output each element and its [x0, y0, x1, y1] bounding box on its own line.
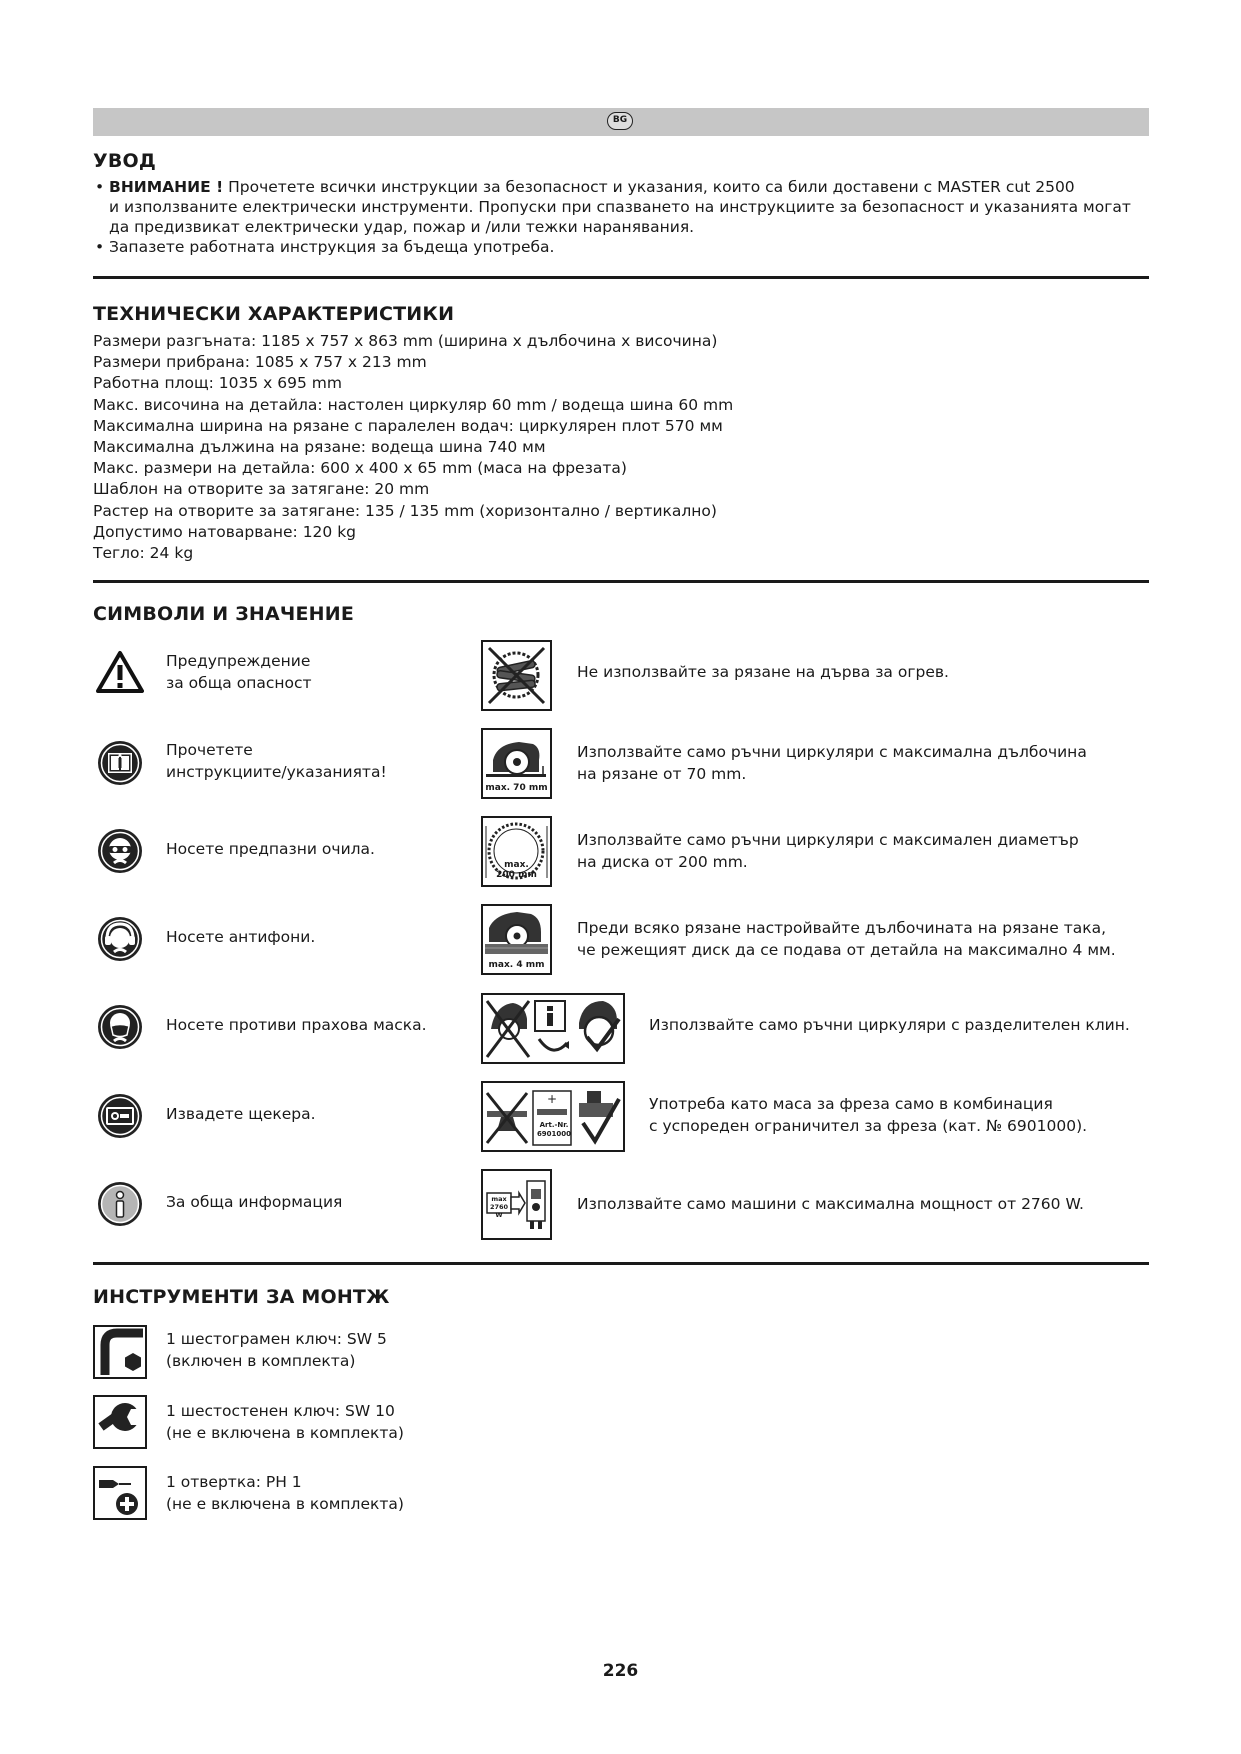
- safety-goggles-icon: [96, 827, 144, 875]
- section-divider: [93, 1262, 1149, 1265]
- warning-text: Прочетете всички инструкции за безопасност и указания, които са били доставени с MASTER cut 2500: [223, 178, 1075, 196]
- warning-text-cont: да предизвикат електрически удар, пожар и /или тежки наранявания.: [109, 218, 695, 236]
- symbol-text: Не използвайте за рязане на дърва за огрев.: [577, 663, 949, 681]
- max-power-icon: [481, 1169, 552, 1240]
- spec-line: Тегло: 24 kg: [93, 544, 194, 563]
- spec-line: Максимална дължина на рязане: водеща шина 740 мм: [93, 438, 546, 457]
- spec-line: Размери прибрана: 1085 x 757 x 213 mm: [93, 353, 427, 372]
- wrench-icon: [93, 1395, 147, 1449]
- warning-text-cont: и използваните електрически инструменти. Пропуски при спазването на инструкциите за безопасност и указанията могат: [109, 198, 1131, 216]
- symbol-text: Носете противи прахова маска.: [166, 1016, 427, 1034]
- symbol-text: Предупреждение за обща опасност: [166, 652, 312, 692]
- symbol-text: Използвайте само машини с максимална мощност от 2760 W.: [577, 1195, 1084, 1213]
- symbol-text: Използвайте само ръчни циркуляри с максимална дълбочина на рязане от 70 mm.: [577, 743, 1087, 783]
- badge: max 2760 W: [489, 1195, 509, 1219]
- read-manual-icon: [96, 739, 144, 787]
- hex-key-icon: [93, 1325, 147, 1379]
- bullet-text: Запазете работната инструкция за бъдеща употреба.: [109, 238, 555, 256]
- symbol-text: Използвайте само ръчни циркуляри с максимален диаметър на диска от 200 mm.: [577, 831, 1079, 871]
- intro-section: [93, 177, 1149, 257]
- symbol-text: Прочетете инструкциите/указанията!: [166, 741, 387, 781]
- section-divider: [93, 580, 1149, 583]
- spec-line: Допустимо натоварване: 120 kg: [93, 522, 357, 541]
- info-icon: [96, 1180, 144, 1228]
- riving-knife-icon: [481, 993, 625, 1064]
- symbol-text: Носете предпазни очила.: [166, 840, 375, 858]
- tools-title: ИНСТРУМЕНТИ ЗА МОНТЖ: [93, 1286, 390, 1308]
- tool-text: 1 шестограмен ключ: SW 5 (включен в комплекта): [166, 1330, 387, 1370]
- warning-label: ВНИМАНИЕ !: [109, 178, 224, 196]
- badge: Art.-Nr. 6901000: [536, 1121, 572, 1138]
- svg-text:+: +: [546, 1092, 558, 1106]
- blade-protrusion-icon: [481, 904, 552, 975]
- symbol-text: Носете антифони.: [166, 928, 316, 946]
- symbol-text: Употреба като маса за фреза само в комбинация с успореден ограничител за фреза (кат. № 6901000).: [649, 1095, 1088, 1135]
- symbols-title: СИМВОЛИ И ЗНАЧЕНИЕ: [93, 603, 355, 625]
- spec-line: Шаблон на отворите за затягане: 20 mm: [93, 480, 430, 499]
- tool-text: 1 шестостенен ключ: SW 10 (не е включена в комплекта): [166, 1402, 404, 1442]
- tool-text: 1 отвертка: PH 1 (не е включена в комплекта): [166, 1473, 404, 1513]
- no-firewood-icon: [481, 640, 552, 711]
- router-table-icon: [481, 1081, 625, 1152]
- list-item: • Запазете работната инструкция за бъдеща употреба.: [95, 238, 555, 256]
- specs-title: ТЕХНИЧЕСКИ ХАРАКТЕРИСТИКИ: [93, 303, 455, 325]
- max-cut-depth-icon: [481, 728, 552, 799]
- language-badge: BG: [607, 112, 633, 130]
- badge: max. 200 mm: [496, 860, 537, 880]
- spec-line: Растер на отворите за затягане: 135 / 135 mm (хоризонтално / вертикално): [93, 501, 717, 520]
- warning-triangle-icon: [96, 650, 144, 694]
- screwdriver-icon: [93, 1466, 147, 1520]
- section-divider: [93, 276, 1149, 279]
- intro-title: УВОД: [93, 150, 157, 172]
- symbol-text: Извадете щекера.: [166, 1105, 316, 1123]
- ear-protection-icon: [96, 915, 144, 963]
- spec-line: Максимална ширина на рязане с паралелен водач: циркулярен плот 570 мм: [93, 416, 723, 435]
- page-number: 226: [602, 1661, 639, 1681]
- dust-mask-icon: [96, 1003, 144, 1051]
- spec-line: Макс. височина на детайла: настолен циркуляр 60 mm / водеща шина 60 mm: [93, 395, 734, 414]
- header-bar: [93, 108, 1149, 136]
- symbol-text: Използвайте само ръчни циркуляри с разделителен клин.: [649, 1016, 1130, 1034]
- unplug-icon: [96, 1092, 144, 1140]
- specs-list: [93, 331, 733, 564]
- spec-line: Размери разгъната: 1185 x 757 x 863 mm (ширина x дълбочина x височина): [93, 332, 718, 350]
- symbol-text: Преди всяко рязане настройвайте дълбочината на рязане така, че режещият диск да се подава от детайла на максимално 4 мм.: [577, 919, 1116, 959]
- spec-line: Макс. размери на детайла: 600 x 400 x 65 mm (маса на фрезата): [93, 459, 627, 478]
- symbol-text: За обща информация: [166, 1193, 343, 1211]
- spec-line: Работна площ: 1035 x 695 mm: [93, 374, 342, 393]
- max-blade-diameter-icon: [481, 816, 552, 887]
- badge: max. 4 mm: [488, 960, 545, 970]
- badge: max. 70 mm: [485, 783, 548, 793]
- list-item: • ВНИМАНИЕ ! Прочетете всички инструкции за безопасност и указания, които са били доставени с MASTER cut 2500: [95, 178, 1075, 196]
